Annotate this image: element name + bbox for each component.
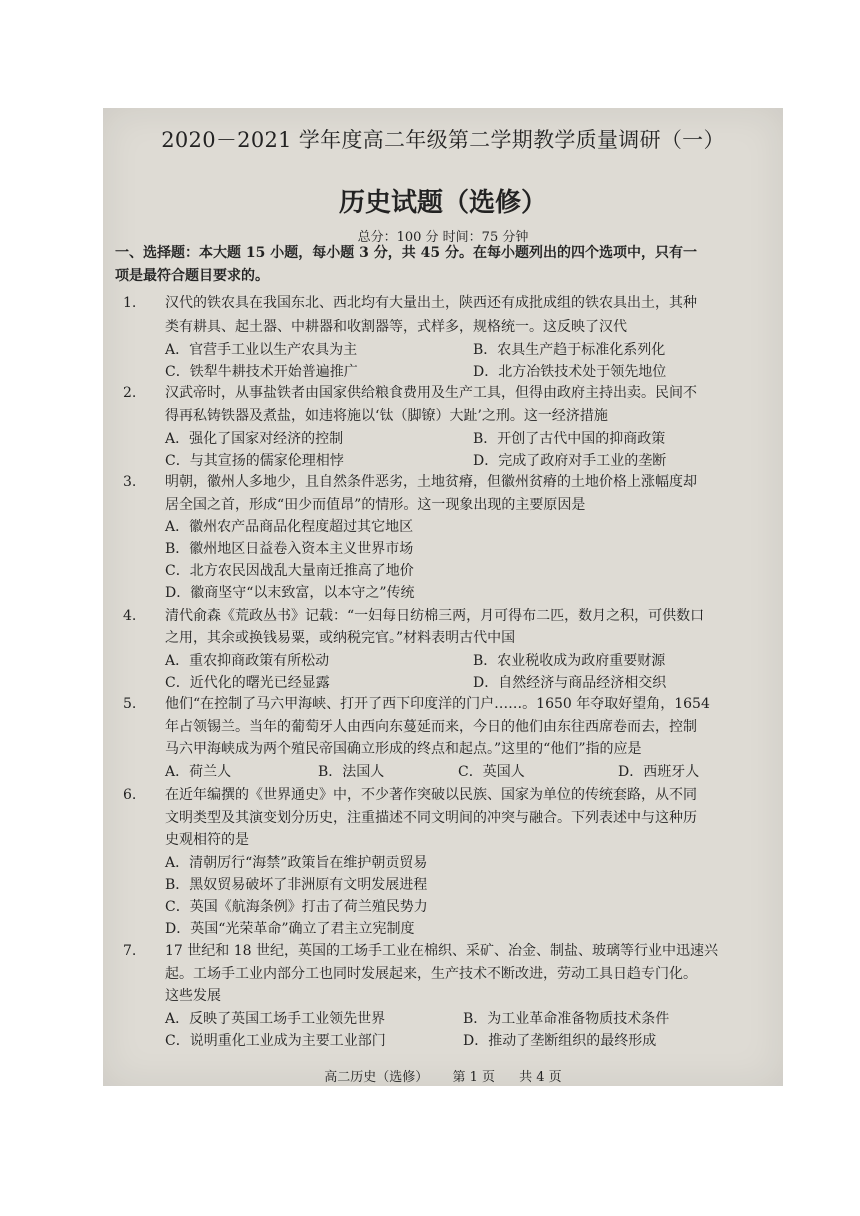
option-c: C．英国人 bbox=[458, 764, 525, 780]
question-stem-line: 17 世纪和 18 世纪，英国的工场手工业在棉织、采矿、冶金、制盐、玻璃等行业中迅速兴 bbox=[165, 943, 718, 959]
page-footer bbox=[103, 1066, 783, 1085]
question-stem-line: 马六甲海峡成为两个殖民帝国确立形成的终点和起点。”这里的“他们”指的应是 bbox=[165, 741, 642, 757]
question-stem-line: 文明类型及其演变划分历史，注重描述不同文明间的冲突与融合。下列表述中与这种历 bbox=[165, 810, 697, 826]
option-b: B．农具生产趋于标准化系列化 bbox=[473, 342, 666, 358]
option-a: A．清朝厉行“海禁”政策旨在维护朝贡贸易 bbox=[165, 855, 428, 871]
question-stem-line: 清代俞森《荒政丛书》记载：“一妇每日纺棉三两，月可得布二匹，数月之积，可供数口 bbox=[165, 608, 705, 624]
option-d: D．完成了政府对手工业的垄断 bbox=[473, 453, 667, 469]
question-stem-line: 这些发展 bbox=[165, 988, 221, 1004]
option-b: B．黑奴贸易破坏了非洲原有文明发展进程 bbox=[165, 877, 428, 893]
exam-sheet bbox=[103, 108, 783, 1086]
option-a: A．徽州农产品商品化程度超过其它地区 bbox=[165, 519, 414, 535]
footer-subject: 高二历史（选修） bbox=[324, 1070, 429, 1085]
question-stem-line: 汉代的铁农具在我国东北、西北均有大量出土，陕西还有成批成组的铁农具出土，其种 bbox=[165, 295, 697, 311]
question-stem-line: 年占领锡兰。当年的葡萄牙人由西向东蔓延而来，今日的他们由东往西席卷而去，控制 bbox=[165, 719, 697, 735]
score-time-info: 总分：100 分 时间：75 分钟 bbox=[357, 230, 529, 245]
option-b: B．徽州地区日益卷入资本主义世界市场 bbox=[165, 541, 414, 557]
option-d: D．推动了垄断组织的最终形成 bbox=[463, 1033, 657, 1049]
option-b: B．开创了古代中国的抑商政策 bbox=[473, 431, 666, 447]
option-d: D．北方冶铁技术处于领先地位 bbox=[473, 364, 667, 380]
question-number: 6. bbox=[123, 787, 137, 803]
option-a: A．强化了国家对经济的控制 bbox=[165, 431, 344, 447]
question-stem-line: 得再私铸铁器及煮盐，如违将施以‘钛（脚镣）大趾’之刑。这一经济措施 bbox=[165, 408, 608, 424]
exam-title: 2020－2021 学年度高二年级第二学期教学质量调研（一） bbox=[161, 128, 725, 152]
question-number: 1. bbox=[123, 295, 137, 311]
option-d: D．自然经济与商品经济相交织 bbox=[473, 675, 667, 691]
option-b: B．农业税收成为政府重要财源 bbox=[473, 653, 666, 669]
question-number: 4. bbox=[123, 608, 137, 624]
option-c: C．北方农民因战乱大量南迁推高了地价 bbox=[165, 563, 414, 579]
option-b: B．法国人 bbox=[318, 764, 385, 780]
option-c: C．说明重化工业成为主要工业部门 bbox=[165, 1033, 386, 1049]
question-stem-line: 史观相符的是 bbox=[165, 832, 249, 848]
question-stem-line: 起。工场手工业内部分工也同时发展起来，生产技术不断改进，劳动工具日趋专门化。 bbox=[165, 966, 697, 982]
question-stem-line: 类有耕具、起土器、中耕器和收割器等，式样多，规格统一。这反映了汉代 bbox=[165, 319, 627, 335]
section-instruction-line-1: 一、选择题：本大题 15 小题，每小题 3 分，共 45 分。在每小题列出的四个选项中，只有一 bbox=[115, 245, 697, 261]
option-d: D．英国“光荣革命”确立了君主立宪制度 bbox=[165, 921, 415, 937]
option-d: D．徽商坚守“以末致富，以本守之”传统 bbox=[165, 585, 415, 601]
section-instruction-line-2: 项是最符合题目要求的。 bbox=[115, 268, 269, 284]
subject-title: 历史试题（选修） bbox=[338, 188, 547, 218]
option-c: C．铁犁牛耕技术开始普遍推广 bbox=[165, 364, 358, 380]
option-a: A．反映了英国工场手工业领先世界 bbox=[165, 1011, 386, 1027]
question-number: 7. bbox=[123, 943, 137, 959]
footer-total-pages: 共 4 页 bbox=[519, 1070, 562, 1085]
question-number: 2. bbox=[123, 385, 137, 401]
option-a: A．荷兰人 bbox=[165, 764, 232, 780]
option-d: D．西班牙人 bbox=[618, 764, 700, 780]
option-a: A．官营手工业以生产农具为主 bbox=[165, 342, 358, 358]
question-stem-line: 之用，其余或换钱易粟，或纳税完官。”材料表明古代中国 bbox=[165, 630, 516, 646]
option-c: C．英国《航海条例》打击了荷兰殖民势力 bbox=[165, 899, 428, 915]
question-stem-line: 他们“在控制了马六甲海峡、打开了西下印度洋的门户……。1650 年夺取好望角，1654 bbox=[165, 696, 710, 712]
question-stem-line: 居全国之首，形成“田少而值昂”的情形。这一现象出现的主要原因是 bbox=[165, 497, 586, 513]
option-b: B．为工业革命准备物质技术条件 bbox=[463, 1011, 670, 1027]
option-c: C．近代化的曙光已经显露 bbox=[165, 675, 330, 691]
option-a: A．重农抑商政策有所松动 bbox=[165, 653, 330, 669]
option-c: C．与其宣扬的儒家伦理相悖 bbox=[165, 453, 344, 469]
question-stem-line: 在近年编撰的《世界通史》中，不少著作突破以民族、国家为单位的传统套路，从不同 bbox=[165, 787, 697, 803]
question-stem-line: 明朝，徽州人多地少，且自然条件恶劣，土地贫瘠，但徽州贫瘠的土地价格上涨幅度却 bbox=[165, 474, 697, 490]
footer-page-number: 第 1 页 bbox=[452, 1070, 495, 1085]
question-number: 3. bbox=[123, 474, 137, 490]
question-number: 5. bbox=[123, 696, 137, 712]
question-stem-line: 汉武帝时，从事盐铁者由国家供给粮食费用及生产工具，但得由政府主持出卖。民间不 bbox=[165, 385, 697, 401]
